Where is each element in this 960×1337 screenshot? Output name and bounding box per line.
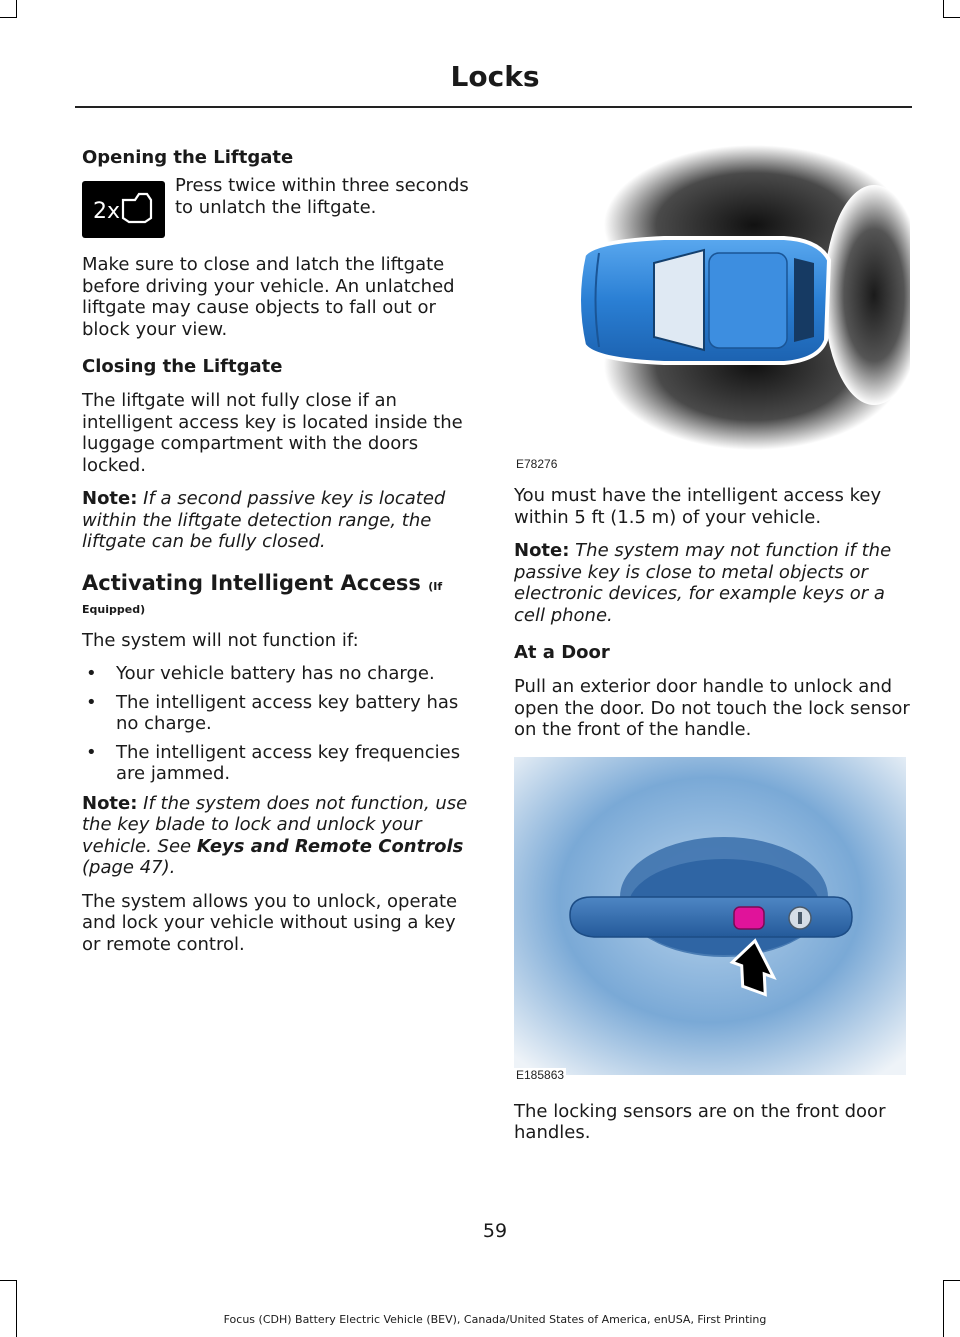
note [82, 488, 474, 553]
note-label: Note: [82, 792, 138, 814]
page-title: Locks [450, 60, 540, 93]
note-text: If the system does not function, use the key blade to lock and unlock your vehicle. See [82, 792, 468, 857]
paragraph: You must have the intelligent access key within 5 ft (1.5 m) of your vehicle. [514, 485, 882, 528]
paragraph: Make sure to close and latch the liftgate before driving your vehicle. An unlatched liftgate may cause objects to fall out or block your view. [82, 254, 455, 340]
note-text: The system may not function if the passive key is close to metal objects or electronic devices, for example keys or a cell phone. [514, 540, 892, 626]
crop-mark [943, 1280, 960, 1281]
note-text: (page 47). [82, 857, 176, 878]
section-title-closing-liftgate: Closing the Liftgate [82, 356, 283, 377]
section-qualifier: (If [428, 579, 443, 593]
note-label: Note: [82, 488, 138, 509]
bullet-list [82, 663, 474, 785]
figure-code: E78276 [516, 457, 558, 471]
figure-code: E185863 [516, 1067, 565, 1082]
section-title-intelligent-access [82, 569, 474, 601]
liftgate-2x-icon-graphic [89, 188, 159, 232]
cross-reference-link[interactable]: Keys and Remote Controls [196, 835, 464, 857]
rear-window [794, 258, 814, 342]
list-item: • The intelligent access key battery has no charge. [82, 692, 474, 735]
car-detection-range-illustration [514, 145, 910, 475]
list-item: • Your vehicle battery has no charge. [82, 663, 474, 685]
paragraph: The system allows you to unlock, operate and lock your vehicle without using a key or remote control. [82, 890, 458, 955]
paragraph: The system will not function if: [82, 629, 359, 651]
note-text: If a second passive key is located within the liftgate detection range, the liftgate can be fully closed. [82, 488, 446, 552]
lock-sensor [734, 907, 764, 929]
paragraph: Pull an exterior door handle to unlock and open the door. Do not touch the lock sensor on the front of the handle. [514, 676, 910, 740]
crop-mark [943, 1280, 944, 1337]
header-divider [75, 106, 912, 108]
page-number: 59 [482, 1220, 508, 1242]
icon-description: Press twice within three seconds to unlatch the liftgate. [175, 175, 469, 218]
roof [709, 253, 787, 348]
note [514, 540, 910, 626]
crop-mark [0, 1280, 17, 1281]
paragraph: The locking sensors are on the front door handles. [514, 1100, 886, 1143]
crop-mark [16, 0, 17, 18]
section-title-at-a-door: At a Door [514, 642, 610, 663]
liftgate-2x-icon [82, 181, 165, 238]
section-qualifier-line2: Equipped) [82, 602, 146, 616]
crop-mark [943, 0, 944, 18]
section-title-opening-liftgate: Opening the Liftgate [82, 147, 294, 168]
right-column [514, 145, 910, 1156]
windshield [654, 250, 704, 350]
figure-car-range [514, 145, 910, 475]
left-column [82, 145, 474, 967]
note-label: Note: [514, 540, 570, 561]
paragraph: The liftgate will not fully close if an intelligent access key is located inside the luggage compartment with the doors locked. [82, 390, 463, 476]
section-title-text: Activating Intelligent Access [82, 570, 421, 595]
list-item: • The intelligent access key frequencies are jammed. [82, 742, 474, 785]
icon-row [82, 175, 474, 238]
footer-text: Focus (CDH) Battery Electric Vehicle (BEV), Canada/United States of America, enUSA, First Printing [223, 1313, 767, 1326]
note [82, 793, 474, 879]
door-handle-sensor-illustration [514, 757, 906, 1087]
crop-mark [0, 17, 17, 18]
crop-mark [943, 17, 960, 18]
crop-mark [16, 1280, 17, 1337]
liftgate-2x-icon-label: 2x [92, 198, 120, 224]
figure-door-handle [514, 757, 906, 1087]
